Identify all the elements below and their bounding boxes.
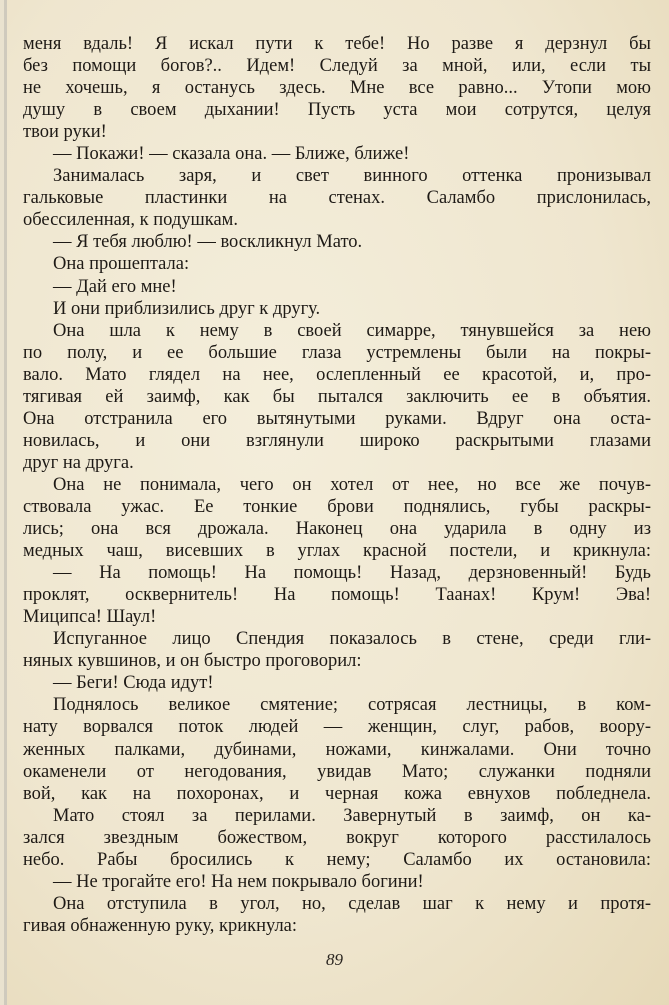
text-line: И они приблизились друг к другу. (53, 298, 321, 319)
body-text (23, 33, 651, 937)
text-line: по полу, и ее большие глаза устремлены были на покры- (23, 342, 651, 363)
text-line: зался звездным божеством, вокруг которого расстилалось (23, 827, 651, 848)
text-line: Поднялось великое смятение; сотрясая лестницы, в ком- (53, 695, 651, 716)
text-line: — Покажи! — сказала она. — Ближе, ближе! (53, 144, 410, 165)
text-line: обессиленная, к подушкам. (23, 210, 239, 231)
page-number: 89 (326, 950, 343, 969)
text-line: Она отступила в угол, но, сделав шаг к нему и протя- (53, 893, 651, 914)
text-line: Она шла к нему в своей симарре, тянувшейся за нею (53, 320, 651, 341)
book-page (4, 0, 669, 1005)
text-line: вало. Мато глядел на нее, ослепленный ее красотой, и, про- (23, 364, 651, 385)
text-line: — Не трогайте его! На нем покрывало богини! (53, 871, 424, 892)
text-line: проклят, осквернитель! На помощь! Таанах! Крум! Эва! (23, 585, 651, 606)
text-line: друг на друга. (23, 452, 134, 473)
text-line: Испуганное лицо Спендия показалось в стене, среди гли- (53, 629, 651, 650)
text-line: ствовала ужас. Ее тонкие брови поднялись, губы раскры- (23, 496, 651, 517)
text-line: Занималась заря, и свет винного оттенка пронизывал (53, 166, 651, 187)
text-line: — Дай его мне! (53, 276, 177, 297)
text-line: Она прошептала: (53, 254, 190, 275)
text-line: Миципса! Шаул! (23, 607, 157, 628)
text-line: — Беги! Сюда идут! (53, 673, 214, 694)
text-line: Она отстранила его вытянутыми руками. Вдруг она оста- (23, 408, 651, 429)
text-line: душу в своем дыхании! Пусть уста мои сотрутся, целуя (23, 100, 651, 121)
text-line: женных палками, дубинами, ножами, кинжалами. Они точно (23, 739, 651, 760)
text-line: меня вдаль! Я искал пути к тебе! Но разве я дерзнул бы (23, 34, 651, 54)
text-line: — Я тебя люблю! — воскликнул Мато. (53, 232, 363, 253)
text-line: Мато стоял за перилами. Завернутый в заимф, он ка- (53, 805, 651, 826)
text-line: вой, как на похоронах, и черная кожа евнухов побледнела. (23, 783, 651, 804)
text-line: твои руки! (23, 122, 107, 143)
text-line: гивая обнаженную руку, крикнула: (23, 915, 298, 936)
text-line: нату ворвался поток людей — женщин, слуг, рабов, воору- (23, 717, 651, 738)
text-line: медных чаш, висевших в углах красной постели, и крикнула: (23, 541, 651, 562)
text-line: Она не понимала, чего он хотел от нее, но все же почув- (53, 474, 651, 495)
text-line: тягивая ей заимф, как бы пытался заключить ее в объятия. (23, 386, 651, 407)
text-line: окаменели от негодования, увидав Мато; служанки подняли (23, 761, 651, 782)
text-line: гальковые пластинки на стенах. Саламбо прислонилась, (23, 188, 651, 209)
text-line: небо. Рабы бросились к нему; Саламбо их остановила: (23, 849, 651, 870)
text-line: не хочешь, я останусь здесь. Мне все равно... Утопи мою (23, 78, 651, 99)
text-line: новилась, и они взглянули широко раскрытыми глазами (23, 430, 651, 451)
text-line: без помощи богов?.. Идем! Следуй за мной, или, если ты (23, 56, 651, 77)
text-line: няных кувшинов, и он быстро проговорил: (23, 651, 362, 672)
text-line: — На помощь! На помощь! Назад, дерзновенный! Будь (53, 563, 651, 584)
text-line: лись; она вся дрожала. Наконец она ударила в одну из (23, 519, 651, 540)
